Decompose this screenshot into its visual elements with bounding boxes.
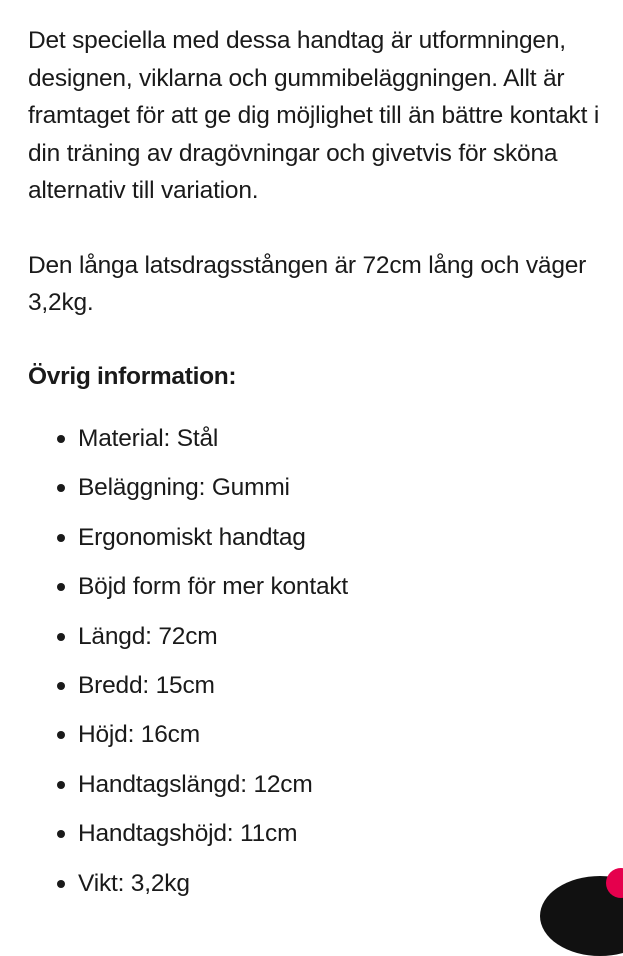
bullet-icon	[57, 435, 65, 443]
bullet-icon	[57, 781, 65, 789]
list-item	[28, 667, 618, 705]
list-item	[28, 815, 618, 853]
list-item	[28, 469, 618, 507]
list-item-label: Höjd: 16cm	[78, 721, 200, 749]
list-item	[28, 519, 618, 557]
list-item	[28, 716, 618, 754]
list-item	[28, 568, 618, 606]
description-paragraph-1: Det speciella med dessa handtag är utformningen, designen, viklarna och gummibeläggningen. Allt är framtaget för att ge dig möjlighet till än bättre kontakt i din träning av dragövningar och givetvis för sköna alternativ till variation.	[28, 27, 600, 204]
bullet-icon	[57, 731, 65, 739]
bullet-icon	[57, 484, 65, 492]
bullet-icon	[57, 583, 65, 591]
bullet-icon	[57, 880, 65, 888]
list-item	[28, 420, 618, 458]
list-item-label: Böjd form för mer kontakt	[78, 573, 349, 601]
list-item-label: Vikt: 3,2kg	[78, 869, 190, 897]
bullet-icon	[57, 830, 65, 838]
product-description	[28, 22, 618, 914]
list-item-label: Beläggning: Gummi	[78, 474, 290, 502]
info-list	[28, 420, 618, 902]
bullet-icon	[57, 534, 65, 542]
list-item	[28, 618, 618, 656]
list-item-label: Längd: 72cm	[78, 622, 218, 650]
bullet-icon	[57, 633, 65, 641]
list-item	[28, 865, 618, 903]
list-item-label: Ergonomiskt handtag	[78, 523, 306, 551]
list-item-label: Material: Stål	[78, 425, 219, 452]
list-item	[28, 766, 618, 804]
bullet-icon	[57, 682, 65, 690]
info-heading: Övrig information:	[28, 362, 237, 390]
list-item-label: Handtagslängd: 12cm	[78, 770, 313, 798]
description-paragraph-2: Den långa latsdragsstången är 72cm lång och väger 3,2kg.	[28, 251, 587, 316]
list-item-label: Handtagshöjd: 11cm	[78, 820, 298, 848]
list-item-label: Bredd: 15cm	[78, 671, 215, 699]
